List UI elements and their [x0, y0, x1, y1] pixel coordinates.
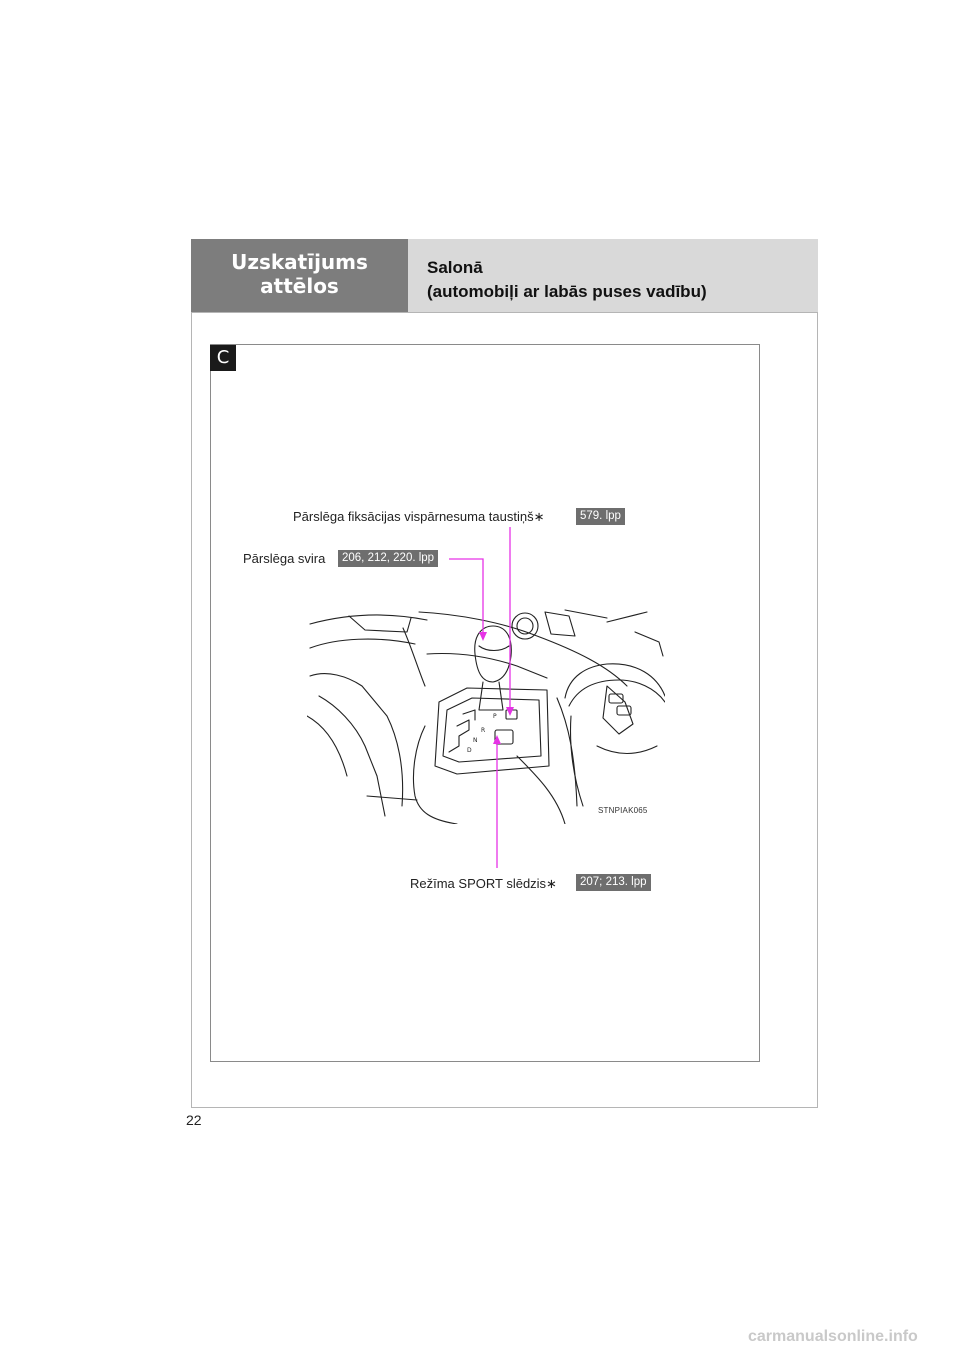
callout-label-sport-switch: Režīma SPORT slēdzis∗ [410, 876, 557, 891]
section-badge [191, 239, 408, 313]
section-label-line1: Uzskatījums [231, 250, 368, 274]
watermark: carmanualsonline.info [748, 1328, 918, 1345]
callout-label-lock-release: Pārslēga fiksācijas vispārnesuma taustiņš∗ [293, 509, 545, 524]
page-ref-shift-lever[interactable]: 206, 212, 220. lpp [338, 550, 438, 567]
section-label-line2: attēlos [260, 274, 339, 298]
page-ref-sport-switch[interactable]: 207; 213. lpp [576, 874, 651, 891]
svg-text:P: P [493, 713, 497, 720]
page-ref-lock-release[interactable]: 579. lpp [576, 508, 625, 525]
header-divider [191, 312, 818, 313]
svg-text:N: N [473, 737, 478, 744]
page-title: Salonā [427, 258, 483, 277]
svg-text:D: D [467, 747, 472, 754]
shift-lever-illustration [307, 606, 665, 824]
page-header [408, 239, 818, 313]
illustration-code: STNPIAK065 [598, 806, 648, 815]
figure-tag: C [210, 345, 236, 371]
page-subtitle: (automobiļi ar labās puses vadību) [427, 282, 707, 301]
callout-label-shift-lever: Pārslēga svira [243, 551, 326, 566]
page-number: 22 [186, 1112, 202, 1128]
svg-text:R: R [481, 727, 486, 734]
